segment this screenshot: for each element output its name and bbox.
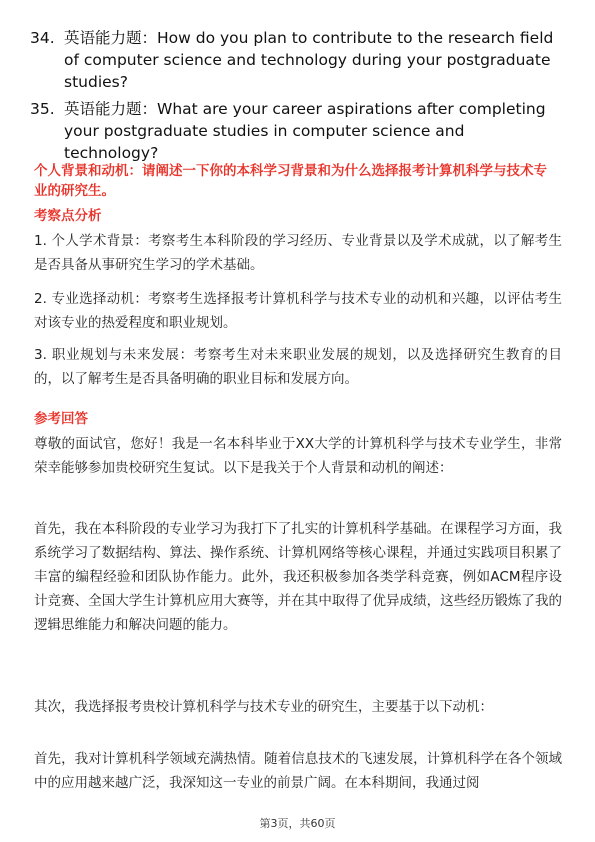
answer-paragraph: 其次，我选择报考贵校计算机科学与技术专业的研究生，主要基于以下动机： [34,699,493,715]
answer-title: 参考回答 [34,411,88,427]
answer-paragraph: 首先，我对计算机科学领域充满热情。随着信息技术的飞速发展，计算机科学在各个领域中的应用越来越广泛，我深知这一专业的前景广阔。在本科期间，我通过阅 [34,751,562,791]
analysis-point: 2. 专业选择动机：考察考生选择报考计算机科学与技术专业的动机和兴趣，以评估考生对该专业的热爱程度和职业规划。 [34,291,562,331]
analysis-title: 考察点分析 [34,208,102,224]
question-34 [30,27,560,93]
question-number: 35. [30,100,55,118]
topic-heading: 个人背景和动机：请阐述一下你的本科学习背景和为什么选择报考计算机科学与技术专业的研究生。 [34,163,547,199]
page-footer: 第3页，共60页 [259,817,336,830]
analysis-point: 1. 个人学术背景：考察考生本科阶段的学习经历、专业背景以及学术成就，以了解考生是否具备从事研究生学习的学术基础。 [34,233,562,273]
question-number: 34. [30,29,55,47]
analysis-point: 3. 职业规划与未来发展：考察考生对未来职业发展的规划，以及选择研究生教育的目的，以了解考生是否具备明确的职业目标和发展方向。 [34,347,562,387]
question-35 [30,98,560,164]
question-text: 英语能力题：What are your career aspirations after completing your postgraduate studies in computer science and technology? [64,100,546,162]
answer-paragraph: 首先，我在本科阶段的专业学习为我打下了扎实的计算机科学基础。在课程学习方面，我系统学习了数据结构、算法、操作系统、计算机网络等核心课程，并通过实践项目积累了丰富的编程经验和团队协作能力。此外，我还积极参加各类学科竞赛，例如ACM程序设计竞赛、全国大学生计算机应用大赛等，并在其中取得了优异成绩，这些经历锻炼了我的逻辑思维能力和解决问题的能力。 [34,521,562,633]
question-text: 英语能力题：How do you plan to contribute to the research field of computer science and technology during your postgraduate studies? [64,29,554,91]
answer-paragraph: 尊敬的面试官，您好！我是一名本科毕业于XX大学的计算机科学与技术专业学生，非常荣幸能够参加贵校研究生复试。以下是我关于个人背景和动机的阐述： [34,436,562,476]
